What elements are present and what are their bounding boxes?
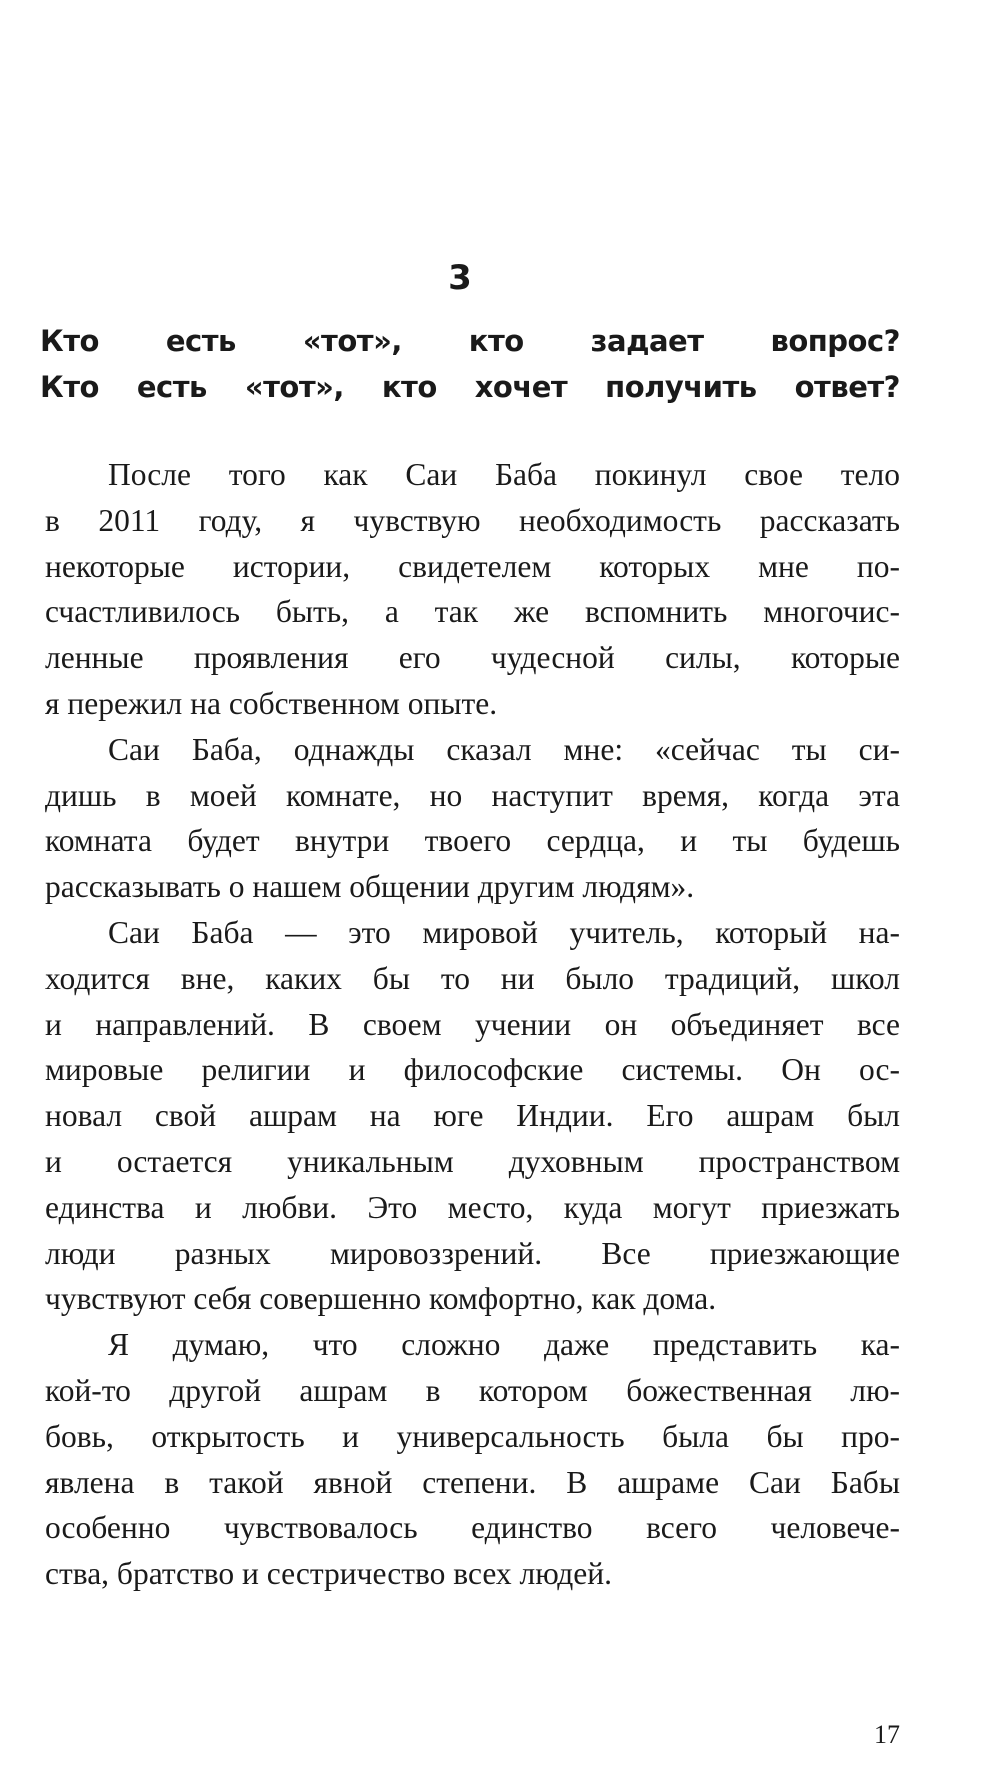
text-line: счастливилось быть, а так же вспомнить многочис-: [45, 594, 900, 630]
text-line: дишь в моей комнате, но наступит время, когда эта: [45, 777, 900, 813]
text-line: в 2011 году, я чувствую необходимость рассказать: [45, 502, 900, 538]
chapter-title-line: Кто есть «тот», кто задает вопрос?: [40, 324, 900, 358]
text-line: кой-то другой ашрам в котором божественная лю-: [45, 1372, 900, 1408]
chapter-title: [40, 318, 900, 410]
text-line: рассказывать о нашем общении другим людям».: [45, 869, 695, 905]
text-line: Саи Баба — это мировой учитель, который на-: [108, 914, 900, 950]
text-line: я пережил на собственном опыте.: [45, 685, 498, 721]
text-line: особенно чувствовалось единство всего человече-: [45, 1510, 900, 1546]
text-line: Саи Баба, однажды сказал мне: «сейчас ты си-: [108, 731, 900, 767]
chapter-title-line: Кто есть «тот», кто хочет получить ответ?: [40, 369, 900, 404]
text-line: ленные проявления его чудесной силы, которые: [45, 640, 900, 676]
text-line: и остается уникальным духовным пространством: [45, 1143, 900, 1179]
body-text: [45, 452, 900, 1597]
page-number: 17: [874, 1720, 900, 1749]
text-line: некоторые истории, свидетелем которых мне по-: [45, 548, 900, 584]
text-line: ства, братство и сестричество всех людей.: [45, 1556, 612, 1592]
text-line: Я думаю, что сложно даже представить ка-: [108, 1327, 900, 1363]
text-line: бовь, открытость и универсальность была бы про-: [45, 1418, 900, 1454]
text-line: явлена в такой явной степени. В ашраме Саи Бабы: [45, 1464, 900, 1500]
text-line: После того как Саи Баба покинул свое тело: [108, 457, 900, 492]
text-line: единства и любви. Это место, куда могут приезжать: [45, 1189, 900, 1225]
text-line: новал свой ашрам на юге Индии. Его ашрам был: [45, 1098, 900, 1134]
text-line: и направлений. В своем учении он объединяет все: [45, 1006, 900, 1042]
text-line: чувствуют себя совершенно комфортно, как дома.: [45, 1281, 717, 1317]
chapter-number: 3: [448, 258, 472, 298]
text-line: люди разных мировоззрений. Все приезжающие: [45, 1235, 900, 1271]
text-line: комната будет внутри твоего сердца, и ты будешь: [45, 823, 900, 859]
text-line: мировые религии и философские системы. Он ос-: [45, 1052, 900, 1088]
text-line: ходится вне, каких бы то ни было традиций, школ: [45, 960, 900, 996]
